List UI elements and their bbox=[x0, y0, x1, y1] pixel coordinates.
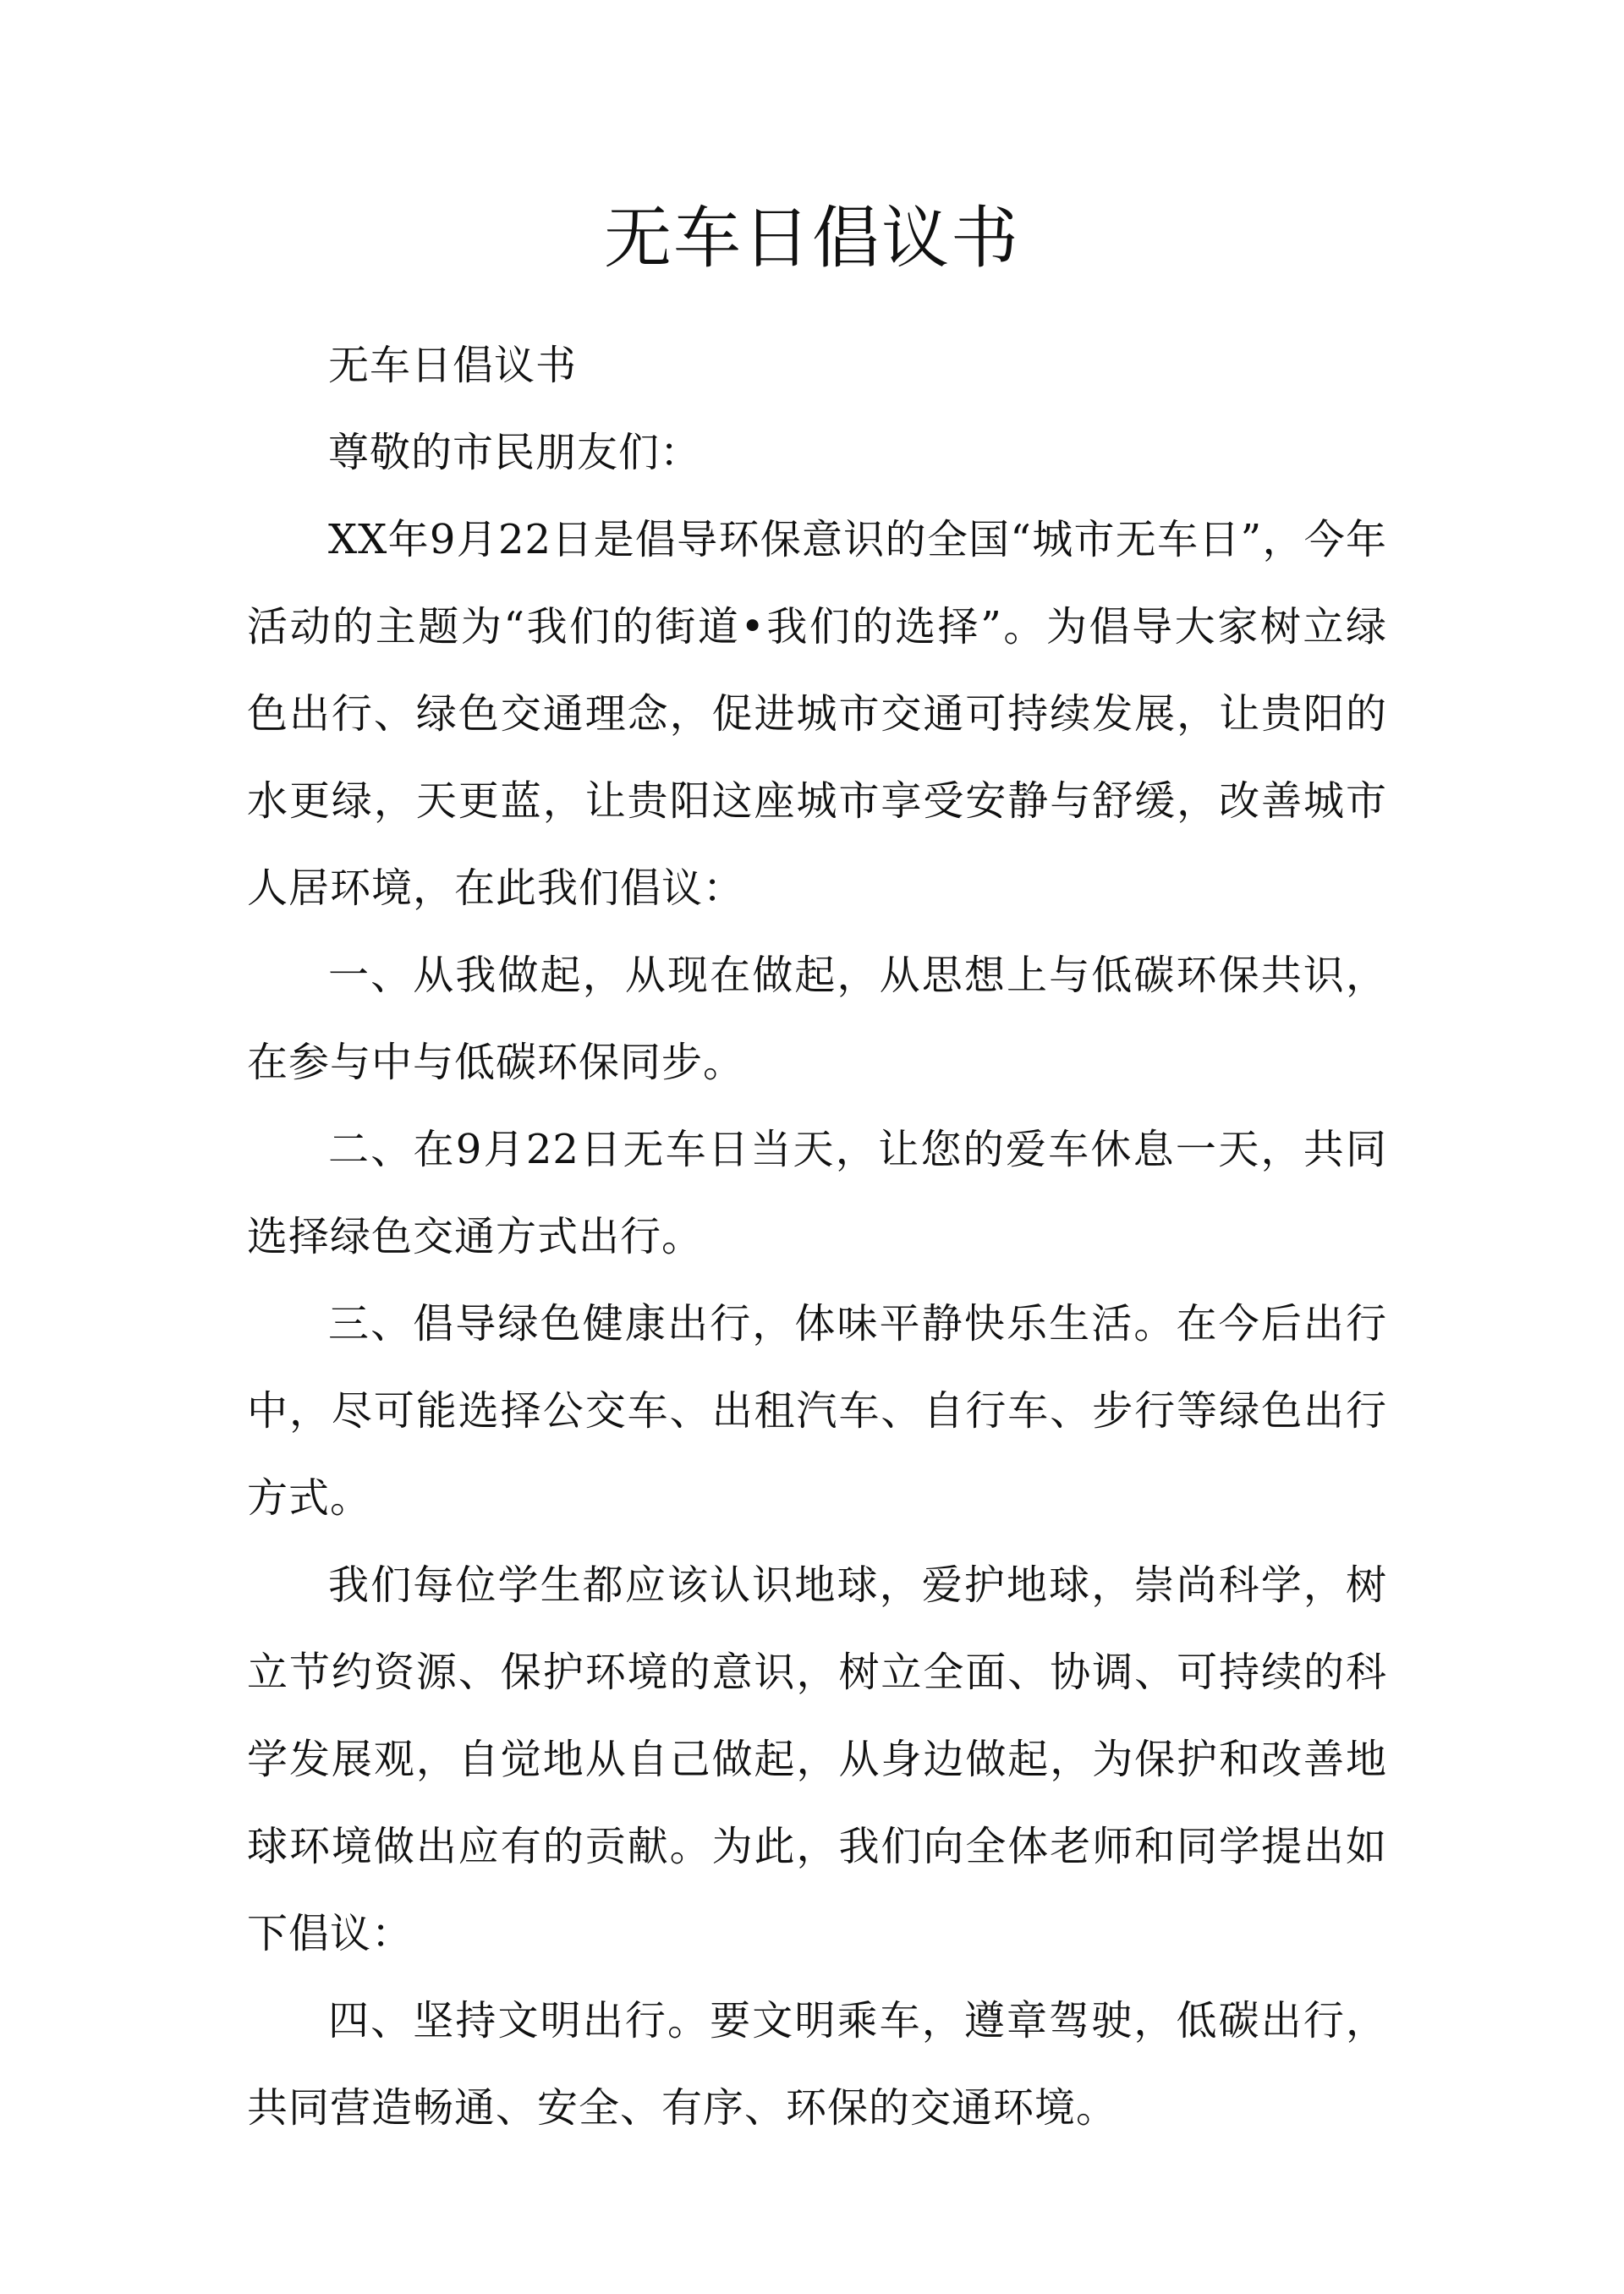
proposal-1-paragraph: 一、从我做起，从现在做起，从思想上与低碳环保共识，在参与中与低碳环保同步。 bbox=[247, 952, 1387, 1086]
salutation-paragraph: 尊敬的市民朋友们： bbox=[328, 429, 702, 476]
students-paragraph: 我们每位学生都应该认识地球，爱护地球，崇尚科学，树立节约资源、保护环境的意识，树立全面、协调、可持续的科学发展观，自觉地从自己做起，从身边做起，为保护和改善地球环境做出应有的贡献。为此，我们向全体老师和同学提出如下倡议： bbox=[247, 1561, 1387, 1957]
proposal-2-paragraph: 二、在9月22日无车日当天，让您的爱车休息一天，共同选择绿色交通方式出行。 bbox=[247, 1126, 1387, 1260]
subtitle-paragraph: 无车日倡议书 bbox=[328, 342, 578, 389]
proposal-3-paragraph: 三、倡导绿色健康出行，体味平静快乐生活。在今后出行中，尽可能选择公交车、出租汽车、自行车、步行等绿色出行方式。 bbox=[247, 1300, 1387, 1522]
proposal-4-paragraph: 四、坚持文明出行。要文明乘车，遵章驾驶，低碳出行，共同营造畅通、安全、有序、环保的交通环境。 bbox=[247, 1997, 1387, 2132]
document-title: 无车日倡议书 bbox=[604, 199, 1020, 277]
intro-paragraph: XX年9月22日是倡导环保意识的全国“城市无车日”，今年活动的主题为“我们的街道•我们的选择”。为倡导大家树立绿色出行、绿色交通理念，促进城市交通可持续发展，让贵阳的水更绿，天更蓝，让贵阳这座城市享受安静与舒缓，改善城市人居环境，在此我们倡议： bbox=[247, 516, 1387, 912]
document-body bbox=[247, 322, 1387, 2152]
